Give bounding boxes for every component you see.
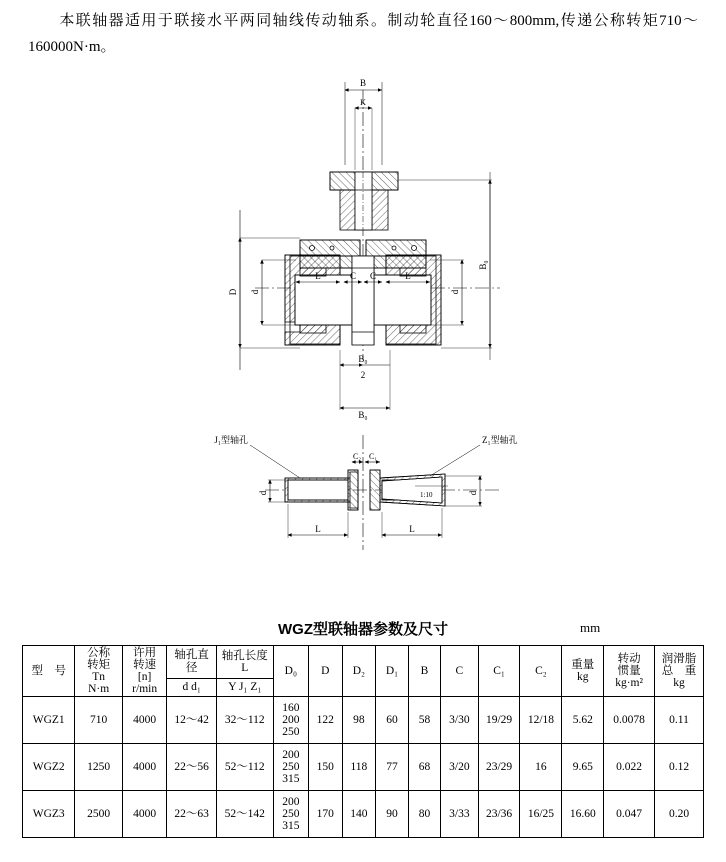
svg-text:B: B xyxy=(359,78,367,88)
cell-D1: 60 xyxy=(376,697,409,744)
svg-text:d: d xyxy=(250,289,260,295)
cell-C: 3/20 xyxy=(441,744,478,791)
cell-model: WGZ3 xyxy=(23,791,75,838)
svg-text:K: K xyxy=(360,98,366,107)
th-model: 型 号 xyxy=(23,646,75,697)
table-row xyxy=(23,791,704,838)
cell-inertia: 0.022 xyxy=(604,744,655,791)
cell-torque: 710 xyxy=(75,697,122,744)
cell-D: 122 xyxy=(308,697,342,744)
cell-speed: 4000 xyxy=(122,744,167,791)
cell-bore-diameter: 12～42 xyxy=(167,697,216,744)
th-C: C xyxy=(441,646,478,697)
cell-grease: 0.11 xyxy=(655,697,704,744)
cell-D0: 160 200 250 xyxy=(273,697,308,744)
cell-D1: 77 xyxy=(376,744,409,791)
th-weight: 重量 kg xyxy=(562,646,604,697)
cell-bore-diameter: 22～63 xyxy=(167,791,216,838)
cell-D1: 90 xyxy=(376,791,409,838)
cell-model: WGZ1 xyxy=(23,697,75,744)
cell-weight: 5.62 xyxy=(562,697,604,744)
intro-paragraph xyxy=(28,8,698,60)
table-row xyxy=(23,744,704,791)
svg-text:d: d xyxy=(258,490,268,496)
cell-C1: 23/29 xyxy=(478,744,520,791)
cell-D2: 140 xyxy=(342,791,376,838)
table-unit: mm xyxy=(580,620,601,635)
cell-inertia: 0.047 xyxy=(604,791,655,838)
th-inertia: 转动 惯量 kg·m² xyxy=(604,646,655,697)
cell-inertia: 0.0078 xyxy=(604,697,655,744)
svg-text:C₂: C₂ xyxy=(352,452,362,461)
cell-bore-diameter: 22～56 xyxy=(167,744,216,791)
th-C1: C₁ xyxy=(478,646,520,697)
svg-text:L: L xyxy=(405,271,411,281)
cell-grease: 0.12 xyxy=(655,744,704,791)
th-speed: 许用 转速 [n] r/min xyxy=(122,646,167,697)
cell-D0: 200 250 315 xyxy=(273,791,308,838)
th-bore-diameter: 轴孔直径 xyxy=(167,646,216,679)
cell-C: 3/30 xyxy=(441,697,478,744)
th-bore-diameter-sub: d d₁ xyxy=(167,678,216,696)
technical-drawing xyxy=(0,60,726,610)
cell-speed: 4000 xyxy=(122,791,167,838)
cell-C2: 16 xyxy=(520,744,562,791)
header-row-1 xyxy=(23,646,704,679)
svg-text:D: D xyxy=(228,288,238,296)
cell-weight: 9.65 xyxy=(562,744,604,791)
th-D: D xyxy=(308,646,342,697)
cell-D: 150 xyxy=(308,744,342,791)
table-row xyxy=(23,697,704,744)
th-bore-length-sub: Y J₁ Z₁ xyxy=(216,678,273,696)
cell-torque: 2500 xyxy=(75,791,122,838)
svg-text:C₁: C₁ xyxy=(368,452,378,461)
cell-C1: 19/29 xyxy=(478,697,520,744)
th-torque: 公称 转矩 Tn N·m xyxy=(75,646,122,697)
cell-D: 170 xyxy=(308,791,342,838)
svg-text:B₀: B₀ xyxy=(358,354,368,364)
cell-weight: 16.60 xyxy=(562,791,604,838)
cell-bore-length: 52～142 xyxy=(216,791,273,838)
cell-D2: 98 xyxy=(342,697,376,744)
cell-B: 58 xyxy=(408,697,440,744)
svg-text:Z₁型轴孔: Z₁型轴孔 xyxy=(482,435,518,445)
cell-C2: 12/18 xyxy=(520,697,562,744)
cell-speed: 4000 xyxy=(122,697,167,744)
svg-text:J₁型轴孔: J₁型轴孔 xyxy=(214,435,248,445)
parameters-table xyxy=(22,645,704,838)
svg-text:L: L xyxy=(315,271,321,281)
th-C2: C₂ xyxy=(520,646,562,697)
svg-text:d: d xyxy=(468,490,478,496)
table-body xyxy=(23,697,704,838)
th-D0: D₀ xyxy=(273,646,308,697)
svg-text:B₀: B₀ xyxy=(358,410,368,420)
th-B: B xyxy=(408,646,440,697)
svg-text:L: L xyxy=(409,524,415,534)
cell-bore-length: 32～112 xyxy=(216,697,273,744)
svg-text:d: d xyxy=(450,289,460,295)
cell-C: 3/33 xyxy=(441,791,478,838)
cell-C1: 23/36 xyxy=(478,791,520,838)
intro-text: 本联轴器适用于联接水平两同轴线传动轴系。制动轮直径160～800mm,传递公称转矩710～160000N·m。 xyxy=(28,13,698,55)
th-grease: 润滑脂 总 重 kg xyxy=(655,646,704,697)
svg-text:C: C xyxy=(349,271,357,281)
svg-text:C: C xyxy=(369,271,377,281)
svg-text:2: 2 xyxy=(360,370,366,380)
svg-text:L: L xyxy=(315,524,321,534)
table-head xyxy=(23,646,704,697)
cell-grease: 0.20 xyxy=(655,791,704,838)
cell-torque: 1250 xyxy=(75,744,122,791)
cell-B: 68 xyxy=(408,744,440,791)
cell-C2: 16/25 xyxy=(520,791,562,838)
table-caption: WGZ型联轴器参数及尺寸 xyxy=(278,621,448,638)
cell-B: 80 xyxy=(408,791,440,838)
cell-bore-length: 52～112 xyxy=(216,744,273,791)
cell-D0: 200 250 315 xyxy=(273,744,308,791)
svg-text:1:10: 1:10 xyxy=(420,491,433,499)
th-bore-length: 轴孔长度 L xyxy=(216,646,273,679)
svg-text:B₀: B₀ xyxy=(478,260,488,270)
cell-model: WGZ2 xyxy=(23,744,75,791)
th-D1: D₁ xyxy=(376,646,409,697)
cell-D2: 118 xyxy=(342,744,376,791)
th-D2: D₂ xyxy=(342,646,376,697)
